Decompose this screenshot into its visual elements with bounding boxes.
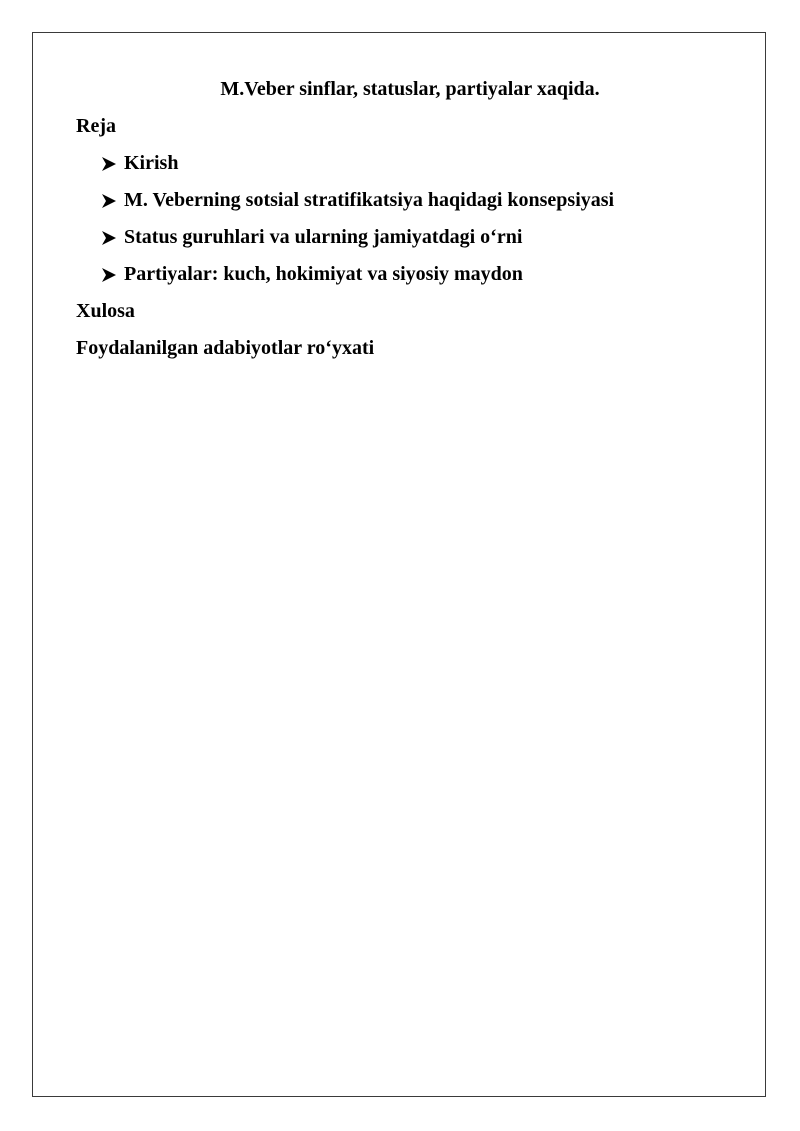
arrow-bullet-icon — [100, 267, 118, 283]
plan-item-label: Status guruhlari va ularning jamiyatdagi o‘rni — [124, 226, 523, 248]
plan-item-parties — [100, 256, 726, 293]
conclusion-heading: Xulosa — [76, 300, 135, 322]
plan-item-intro — [100, 145, 726, 182]
arrow-bullet-icon — [100, 156, 118, 172]
document-body — [76, 74, 726, 367]
plan-item-status-groups — [100, 219, 726, 256]
arrow-bullet-icon — [100, 230, 118, 246]
plan-list — [76, 145, 726, 293]
plan-item-stratification — [100, 182, 726, 219]
document-title: M.Veber sinflar, statuslar, partiyalar xaqida. — [220, 78, 600, 100]
plan-item-label: M. Veberning sotsial stratifikatsiya haqidagi konsepsiyasi — [124, 189, 615, 211]
arrow-bullet-icon — [100, 193, 118, 209]
plan-item-label: Kirish — [124, 152, 179, 174]
references-heading: Foydalanilgan adabiyotlar ro‘yxati — [76, 337, 375, 359]
plan-item-label: Partiyalar: kuch, hokimiyat va siyosiy maydon — [124, 263, 523, 285]
plan-heading: Reja — [76, 115, 116, 137]
